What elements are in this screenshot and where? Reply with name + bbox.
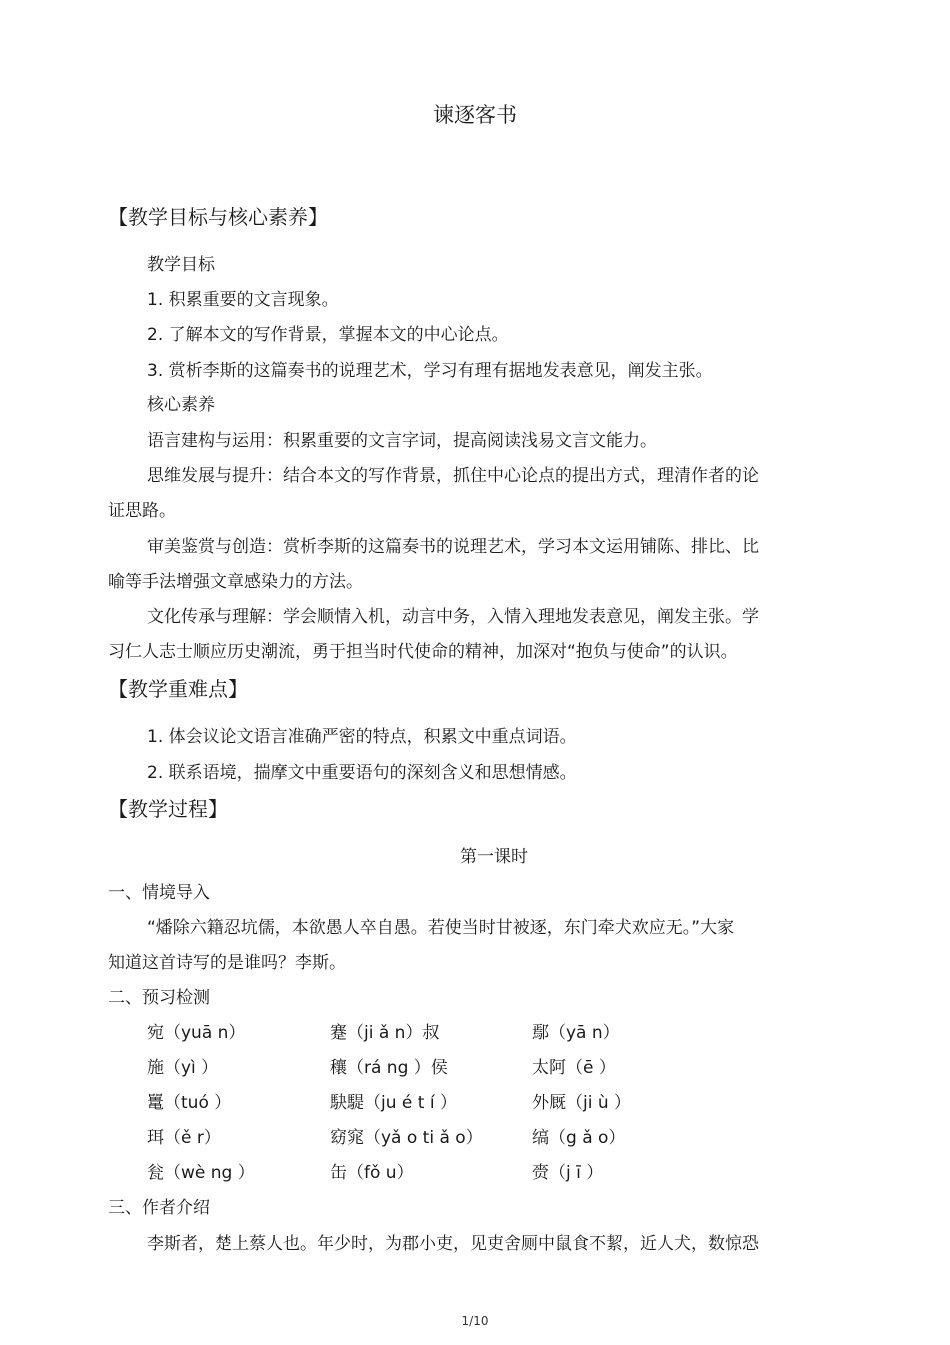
pronunciation-entry: 缟（g ǎ o） xyxy=(532,1128,626,1148)
pronunciation-entry: 鄢（yā n） xyxy=(532,1023,620,1043)
difficulty-item: 2. 联系语境，揣摩文中重要语句的深刻含义和思想情感。 xyxy=(147,763,577,783)
literacy-paragraph: 文化传承与理解：学会顺情入机，动言中务，入情入理地发表意见，阐发主张。学 xyxy=(147,607,759,627)
pronunciation-entry: 蹇（ji ǎ n）叔 xyxy=(330,1023,440,1043)
pronunciation-entry: 鼍（tuó ） xyxy=(147,1093,232,1113)
literacy-paragraph: 思维发展与提升：结合本文的写作背景，抓住中心论点的提出方式，理清作者的论 xyxy=(147,466,759,486)
pronunciation-entry: 珥（ě r） xyxy=(147,1128,221,1148)
section-heading-goals: 【教学目标与核心素养】 xyxy=(108,205,328,229)
pronunciation-entry: 施（yì ） xyxy=(147,1058,219,1078)
page-title: 谏逐客书 xyxy=(433,103,517,127)
pronunciation-entry: 駃騠（ju é t í ） xyxy=(330,1093,457,1113)
goal-item: 3. 赏析李斯的这篇奏书的说理艺术，学习有理有据地发表意见，阐发主张。 xyxy=(147,361,713,381)
lesson-label: 第一课时 xyxy=(460,847,528,867)
pronunciation-entry: 缶（fǒ u） xyxy=(330,1163,414,1183)
literacy-paragraph: 语言建构与运用：积累重要的文言字词，提高阅读浅易文言文能力。 xyxy=(147,431,657,451)
pronunciation-entry: 窈窕（yǎ o ti ǎ o） xyxy=(330,1128,483,1148)
part-heading: 三、作者介绍 xyxy=(108,1198,210,1218)
goals-label: 教学目标 xyxy=(147,255,215,275)
literacy-label: 核心素养 xyxy=(147,395,215,415)
literacy-paragraph-cont: 习仁人志士顺应历史潮流，勇于担当时代使命的精神，加深对“抱负与使命”的认识。 xyxy=(108,642,738,662)
intro-paragraph: “燔除六籍忍坑儒，本欲愚人卒自愚。若使当时甘被逐，东门牵犬欢应无。”大家 xyxy=(147,918,735,938)
pronunciation-entry: 赍（j ī ） xyxy=(532,1163,604,1183)
pronunciation-entry: 外厩（ji ù ） xyxy=(532,1093,632,1113)
pronunciation-entry: 宛（yuā n） xyxy=(147,1023,246,1043)
goal-item: 1. 积累重要的文言现象。 xyxy=(147,290,339,310)
difficulty-item: 1. 体会议论文语言准确严密的特点，积累文中重点词语。 xyxy=(147,727,577,747)
pronunciation-entry: 穰（rá ng ）侯 xyxy=(330,1058,448,1078)
section-heading-process: 【教学过程】 xyxy=(108,797,228,821)
goal-item: 2. 了解本文的写作背景，掌握本文的中心论点。 xyxy=(147,325,509,345)
intro-paragraph-cont: 知道这首诗写的是谁吗？李斯。 xyxy=(108,953,346,973)
literacy-paragraph-cont: 证思路。 xyxy=(108,501,176,521)
part-heading: 一、情境导入 xyxy=(108,883,210,903)
author-paragraph: 李斯者，楚上蔡人也。年少时，为郡小吏，见吏舍厕中鼠食不絜，近人犬，数惊恐 xyxy=(147,1234,759,1254)
section-heading-difficulties: 【教学重难点】 xyxy=(108,677,248,701)
pronunciation-entry: 瓮（wè ng ） xyxy=(147,1163,255,1183)
part-heading: 二、预习检测 xyxy=(108,988,210,1008)
page-number: 1/10 xyxy=(461,1314,489,1328)
literacy-paragraph: 审美鉴赏与创造：赏析李斯的这篇奏书的说理艺术，学习本文运用铺陈、排比、比 xyxy=(147,537,759,557)
literacy-paragraph-cont: 喻等手法增强文章感染力的方法。 xyxy=(108,572,363,592)
pronunciation-entry: 太阿（ē ） xyxy=(532,1058,616,1078)
